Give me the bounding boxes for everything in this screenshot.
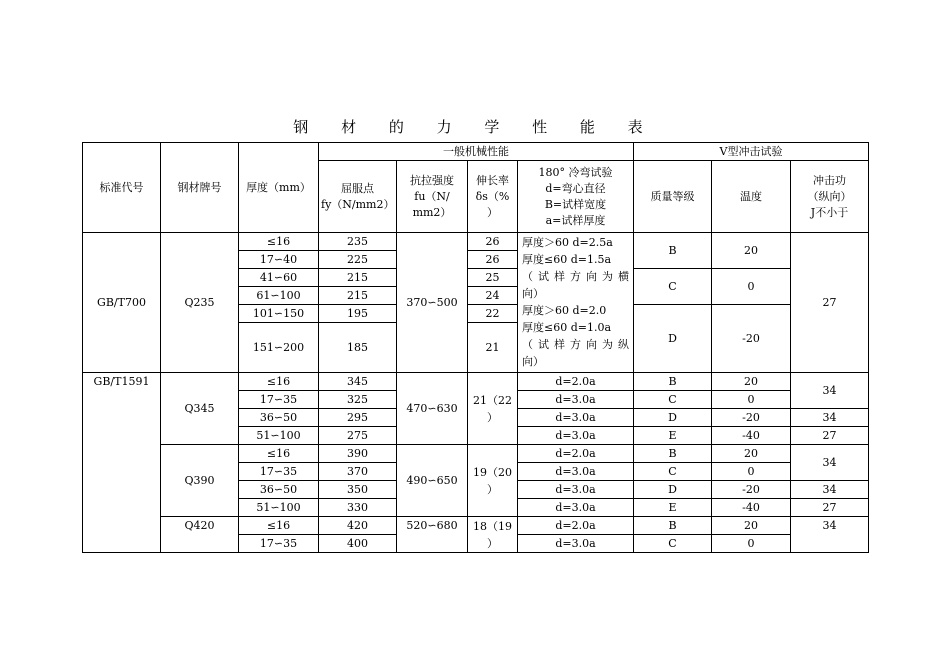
cell-impact: 34 [791, 409, 869, 427]
cell-yield: 390 [319, 445, 397, 463]
cell-thickness: ≤16 [239, 373, 319, 391]
cell-bend: d=3.0a [518, 463, 634, 481]
header-elongation: 伸长率 δs（% ） [468, 161, 518, 233]
cell-yield: 185 [319, 323, 397, 373]
cell-thickness: 17∽35 [239, 391, 319, 409]
cell-yield: 195 [319, 305, 397, 323]
cell-impact: 34 [791, 373, 869, 409]
cell-bend: d=3.0a [518, 427, 634, 445]
cell-temperature: 0 [712, 463, 791, 481]
cell-thickness: 36∽50 [239, 481, 319, 499]
cell-temperature: 20 [712, 517, 791, 535]
cell-quality: D [634, 409, 712, 427]
cell-elongation: 22 [468, 305, 518, 323]
cell-quality: D [634, 481, 712, 499]
cell-temperature: -20 [712, 409, 791, 427]
table-row [83, 233, 869, 251]
cell-thickness: ≤16 [239, 233, 319, 251]
cell-standard: GB/T1591 [83, 373, 161, 553]
cell-thickness: ≤16 [239, 445, 319, 463]
header-general-group: 一般机械性能 [319, 143, 634, 161]
cell-temperature: 20 [712, 445, 791, 463]
cell-tensile: 470∽630 [397, 373, 468, 445]
cell-impact: 27 [791, 499, 869, 517]
cell-yield: 350 [319, 481, 397, 499]
cell-impact: 27 [791, 233, 869, 373]
cell-quality: E [634, 427, 712, 445]
header-temperature: 温度 [712, 161, 791, 233]
cell-elongation: 21（22 ） [468, 373, 518, 445]
cell-thickness: 51∽100 [239, 499, 319, 517]
cell-yield: 400 [319, 535, 397, 553]
cell-elongation: 19（20 ） [468, 445, 518, 517]
header-thickness: 厚度（mm） [239, 143, 319, 233]
cell-bend: d=3.0a [518, 535, 634, 553]
cell-impact: 27 [791, 427, 869, 445]
cell-temperature: 20 [712, 233, 791, 269]
cell-tensile: 370∽500 [397, 233, 468, 373]
cell-temperature: 20 [712, 373, 791, 391]
table-row [83, 517, 869, 535]
cell-quality: B [634, 233, 712, 269]
cell-yield: 215 [319, 269, 397, 287]
cell-bend: d=3.0a [518, 481, 634, 499]
cell-elongation: 26 [468, 233, 518, 251]
header-impact-energy: 冲击功 （纵向） J不小于 [791, 161, 869, 233]
cell-yield: 330 [319, 499, 397, 517]
cell-thickness: 101∽150 [239, 305, 319, 323]
cell-quality: C [634, 463, 712, 481]
cell-quality: B [634, 517, 712, 535]
cell-tensile: 490∽650 [397, 445, 468, 517]
cell-yield: 345 [319, 373, 397, 391]
header-yield: 屈服点 fy（N/mm2） [319, 161, 397, 233]
cell-grade: Q345 [161, 373, 239, 445]
cell-temperature: -20 [712, 305, 791, 373]
cell-elongation: 26 [468, 251, 518, 269]
cell-thickness: 36∽50 [239, 409, 319, 427]
table-row [83, 445, 869, 463]
cell-thickness: ≤16 [239, 517, 319, 535]
header-row-1 [83, 143, 869, 161]
header-quality: 质量等级 [634, 161, 712, 233]
cell-temperature: 0 [712, 535, 791, 553]
cell-thickness: 41∽60 [239, 269, 319, 287]
cell-temperature: -40 [712, 427, 791, 445]
cell-quality: B [634, 373, 712, 391]
header-standard: 标准代号 [83, 143, 161, 233]
cell-yield: 215 [319, 287, 397, 305]
cell-thickness: 151∽200 [239, 323, 319, 373]
cell-yield: 420 [319, 517, 397, 535]
cell-quality: C [634, 269, 712, 305]
cell-thickness: 51∽100 [239, 427, 319, 445]
cell-bend: d=3.0a [518, 409, 634, 427]
cell-tensile: 520∽680 [397, 517, 468, 553]
cell-yield: 295 [319, 409, 397, 427]
cell-impact: 34 [791, 445, 869, 481]
cell-thickness: 17∽35 [239, 535, 319, 553]
page-title: 钢 材 的 力 学 性 能 表 [293, 118, 657, 136]
cell-bend: d=2.0a [518, 373, 634, 391]
steel-properties-table [82, 142, 869, 553]
cell-quality: E [634, 499, 712, 517]
cell-elongation: 21 [468, 323, 518, 373]
cell-temperature: 0 [712, 269, 791, 305]
table-row [83, 373, 869, 391]
header-impact-group: V型冲击试验 [634, 143, 869, 161]
cell-elongation: 25 [468, 269, 518, 287]
cell-quality: C [634, 391, 712, 409]
cell-bend: d=2.0a [518, 445, 634, 463]
cell-grade: Q390 [161, 445, 239, 517]
header-tensile: 抗拉强度 fu（N/ mm2） [397, 161, 468, 233]
cell-quality: B [634, 445, 712, 463]
cell-thickness: 61∽100 [239, 287, 319, 305]
cell-bend: d=3.0a [518, 499, 634, 517]
cell-temperature: -20 [712, 481, 791, 499]
cell-thickness: 17∽40 [239, 251, 319, 269]
cell-impact: 34 [791, 517, 869, 553]
cell-elongation: 18（19 ） [468, 517, 518, 553]
cell-yield: 235 [319, 233, 397, 251]
cell-yield: 325 [319, 391, 397, 409]
cell-yield: 225 [319, 251, 397, 269]
cell-grade: Q235 [161, 233, 239, 373]
header-bend-test: 180° 冷弯试验 d=弯心直径 B=试样宽度 a=试样厚度 [518, 161, 634, 233]
cell-thickness: 17∽35 [239, 463, 319, 481]
cell-quality: D [634, 305, 712, 373]
cell-standard: GB/T700 [83, 233, 161, 373]
cell-bend-notes: 厚度＞60 d=2.5a 厚度≤60 d=1.5a （试样方向为横 向） 厚度＞60 d=2.0 厚度≤60 d=1.0a （试样方向为纵 向） [518, 233, 634, 373]
cell-impact: 34 [791, 481, 869, 499]
cell-yield: 370 [319, 463, 397, 481]
cell-quality: C [634, 535, 712, 553]
cell-yield: 275 [319, 427, 397, 445]
cell-bend: d=2.0a [518, 517, 634, 535]
cell-temperature: -40 [712, 499, 791, 517]
cell-bend: d=3.0a [518, 391, 634, 409]
cell-temperature: 0 [712, 391, 791, 409]
header-grade: 钢材牌号 [161, 143, 239, 233]
cell-elongation: 24 [468, 287, 518, 305]
cell-grade: Q420 [161, 517, 239, 553]
